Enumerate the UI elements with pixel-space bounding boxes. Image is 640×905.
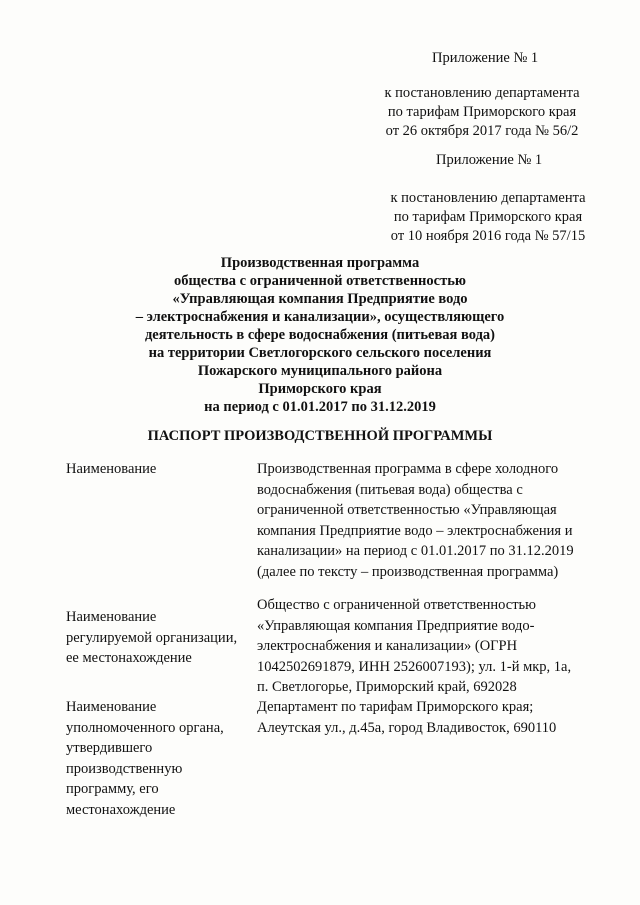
program-title-line: общества с ограниченной ответственностью <box>174 273 466 289</box>
program-title-line: на период с 01.01.2017 по 31.12.2019 <box>204 399 436 415</box>
row-value-line: Департамент по тарифам Приморского края; <box>257 699 534 715</box>
row-value-line: канализации» на период с 01.01.2017 по 31.12.2019 <box>257 543 574 559</box>
row-1-label <box>66 459 156 480</box>
appendix-1-line: по тарифам Приморского края <box>387 104 577 120</box>
row-3-value <box>257 697 597 738</box>
row-value-line: электроснабжения и канализации» (ОГРН <box>257 638 518 654</box>
program-title-line: на территории Светлогорского сельского поселения <box>148 345 492 361</box>
row-2-label <box>66 607 237 669</box>
program-title-line: – электроснабжения и канализации», осуществляющего <box>135 309 505 325</box>
appendix-2-line: к постановлению департамента <box>390 190 586 206</box>
appendix-2-details <box>380 189 596 246</box>
program-title-line: «Управляющая компания Предприятие водо <box>172 291 468 307</box>
row-value-line: п. Светлогорье, Приморский край, 692028 <box>257 679 517 695</box>
row-value-line: (далее по тексту – производственная программа) <box>257 563 559 580</box>
row-label-line: уполномоченного органа, <box>66 719 224 736</box>
row-label-line: утвердившего <box>66 740 153 756</box>
row-value-line: 1042502691879, ИНН 2526007193); ул. 1-й мкр, 1а, <box>257 658 572 675</box>
row-value-line: Алеутская ул., д.45а, город Владивосток, 690110 <box>257 719 557 736</box>
appendix-2-line: от 10 ноября 2016 года № 57/15 <box>390 228 586 244</box>
program-title <box>0 254 640 416</box>
row-value-line: компания Предприятие водо – электроснабжения и <box>257 522 573 539</box>
row-label-line: местонахождение <box>66 801 176 818</box>
row-value-line: водоснабжения (питьевая вода) общества с <box>257 481 523 498</box>
appendix-1-line: от 26 октября 2017 года № 56/2 <box>385 123 579 139</box>
row-label-line: Наименование <box>66 609 157 625</box>
row-2-value <box>257 595 597 698</box>
row-value-line: Общество с ограниченной ответственностью <box>257 597 536 613</box>
program-title-line: деятельность в сфере водоснабжения (питьевая вода) <box>144 327 496 343</box>
appendix-2-line: по тарифам Приморского края <box>393 209 583 225</box>
row-value-line: «Управляющая компания Предприятие водо- <box>257 617 535 634</box>
row-value-line: Производственная программа в сфере холодного <box>257 461 559 477</box>
row-label-line: программу, его <box>66 781 159 797</box>
program-title-line: Производственная программа <box>220 255 420 271</box>
row-value-line: ограниченной ответственностью «Управляющая <box>257 502 557 518</box>
row-label-line: ее местонахождение <box>66 650 192 666</box>
appendix-1-details <box>374 84 590 141</box>
row-label-line: Наименование <box>66 699 157 715</box>
row-label-line: Наименование <box>66 461 157 477</box>
row-label-line: регулируемой организации, <box>66 629 238 646</box>
row-3-label <box>66 697 224 820</box>
appendix-1-line: к постановлению департамента <box>384 85 580 101</box>
row-1-value <box>257 459 597 582</box>
program-title-line: Пожарского муниципального района <box>197 363 443 379</box>
appendix-1-title: Приложение № 1 <box>432 50 539 66</box>
program-title-line: Приморского края <box>258 381 382 397</box>
passport-heading: ПАСПОРТ ПРОИЗВОДСТВЕННОЙ ПРОГРАММЫ <box>147 428 493 444</box>
row-label-line: производственную <box>66 760 183 777</box>
appendix-2-title: Приложение № 1 <box>436 152 543 168</box>
